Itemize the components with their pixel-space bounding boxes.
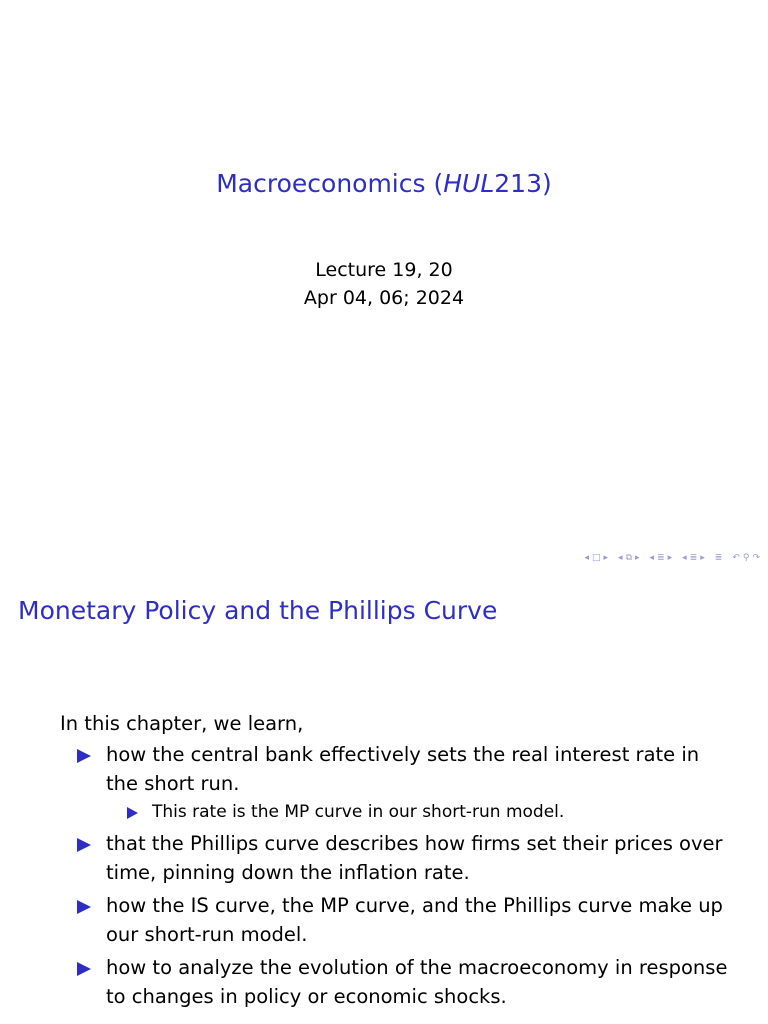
sub-icon[interactable]: ≣ (689, 553, 698, 563)
title-prefix: Macroeconomics ( (216, 169, 444, 198)
list-item-text: how the central bank effectively sets the real interest rate in the short run. (106, 743, 700, 795)
subsection-forward-icon[interactable]: ▸ (635, 553, 640, 563)
sub-forward-icon[interactable]: ▸ (700, 553, 705, 563)
section-icon[interactable]: ≣ (657, 553, 665, 563)
lecture-date: Apr 04, 06; 2024 (303, 287, 465, 309)
list-item-text: how to analyze the evolution of the macroeconomy in response to changes in policy or economic shocks. (106, 956, 728, 1008)
lecture-number: Lecture 19, 20 (315, 259, 453, 281)
search-icon[interactable]: ⚲ (742, 553, 750, 563)
redo-icon[interactable]: ↷ (752, 553, 760, 563)
sub-list-item (127, 799, 737, 825)
frame-back-icon[interactable]: ◂ (584, 553, 589, 563)
intro-text: In this chapter, we learn, (60, 712, 304, 735)
tools-nav (732, 553, 760, 563)
triangle-bullet-icon (127, 807, 138, 819)
sub-nav (682, 553, 705, 563)
presentation-title (0, 166, 768, 202)
frame-icon[interactable]: □ (592, 553, 601, 563)
list-item (77, 741, 737, 825)
section-back-icon[interactable]: ◂ (649, 553, 655, 563)
list-item (77, 830, 737, 887)
outline-nav (715, 553, 723, 563)
outline-icon[interactable]: ≣ (714, 553, 723, 563)
subsection-back-icon[interactable]: ◂ (618, 553, 623, 563)
triangle-bullet-icon (77, 900, 91, 914)
triangle-bullet-icon (77, 838, 91, 852)
sub-back-icon[interactable]: ◂ (682, 553, 687, 563)
sub-list-item-text: This rate is the MP curve in our short-run model. (152, 802, 565, 822)
frame-nav (584, 553, 608, 563)
title-suffix: ) (541, 169, 552, 198)
frame-forward-icon[interactable]: ▸ (603, 553, 609, 563)
undo-icon[interactable]: ↶ (732, 553, 740, 563)
list-item (77, 954, 737, 1011)
course-code-number: 213 (494, 169, 542, 198)
content-slide (0, 576, 768, 1024)
list-item-text: that the Phillips curve describes how firms set their prices over time, pinning down the inflation rate. (106, 832, 723, 884)
section-nav (650, 553, 673, 563)
list-item (77, 892, 737, 949)
subsection-icon[interactable]: ⧉ (625, 553, 633, 563)
list-item-text: how the IS curve, the MP curve, and the Phillips curve make up our short-run model. (106, 894, 723, 946)
beamer-navigation-bar (584, 553, 760, 563)
section-forward-icon[interactable]: ▸ (667, 553, 673, 563)
frame-title: Monetary Policy and the Phillips Curve (18, 596, 498, 625)
triangle-bullet-icon (77, 749, 91, 763)
subsection-nav (618, 553, 640, 563)
triangle-bullet-icon (77, 962, 91, 976)
bullet-list (77, 741, 737, 1011)
course-code-letters: HUL (443, 169, 495, 198)
